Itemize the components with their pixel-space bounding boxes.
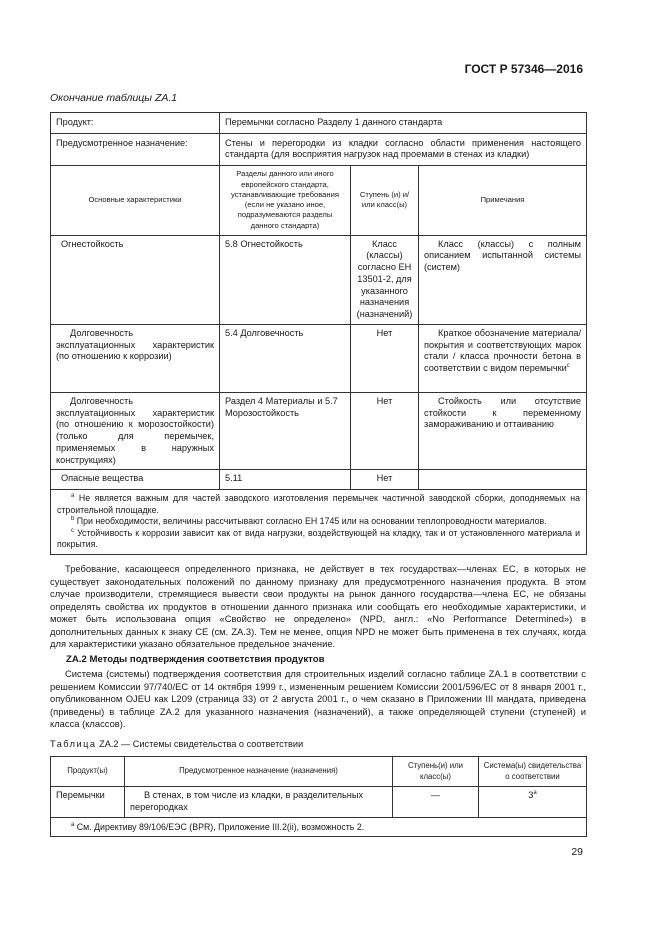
class-cell: Класс (классы) согласно ЕН 13501-2, для указанного назначения (назначений) bbox=[351, 235, 419, 324]
section-cell: 5.4 Долговечность bbox=[220, 324, 351, 392]
table-za2 bbox=[50, 756, 587, 837]
table-continuation-title: Окончание таблицы ZA.1 bbox=[50, 92, 178, 104]
characteristic-cell: Опасные вещества bbox=[51, 470, 220, 490]
class-cell: Нет bbox=[351, 392, 419, 470]
column-header: Разделы данного или иного европейского стандарта, устанавливающие требования (если не указано иное, подразумеваются разделы данного стандарта) bbox=[220, 165, 351, 235]
purpose-label: Предусмотренное назначение: bbox=[51, 133, 220, 165]
note-cell: Класс (классы) с полным описанием испытанной системы (систем) bbox=[419, 235, 587, 324]
section-cell: Раздел 4 Материалы и 5.7 Морозостойкость bbox=[220, 392, 351, 470]
section-cell: 5.11 bbox=[220, 470, 351, 490]
table-footnotes bbox=[51, 490, 587, 554]
table-za1 bbox=[50, 112, 587, 555]
column-header: Продукт(ы) bbox=[51, 757, 125, 787]
note-text: Краткое обозначение материала/покрытия и соответствующих марок стали / класса прочности бетона в соответствии с видом перемычки bbox=[424, 327, 582, 374]
class-cell: Нет bbox=[351, 470, 419, 490]
table-row bbox=[51, 392, 587, 470]
system-cell bbox=[479, 787, 587, 818]
footnote-text: См. Директиву 89/106/ЕЭС (BPR), Приложение III.2(ii), возможность 2. bbox=[76, 821, 365, 832]
characteristic-cell: Долговечность эксплуатационных характеристик (по отношению к морозостойкости) (только для перемычек, применяемых в наружных конструкциях) bbox=[51, 392, 220, 470]
product-label: Продукт: bbox=[51, 113, 220, 134]
footnote-text: Устойчивость к коррозии зависит как от вида нагрузки, воздействующей на кладку, так и от установленного материала и покрытия. bbox=[57, 527, 581, 550]
body-paragraph: Система (системы) подтверждения соответствия для строительных изделий согласно таблице ZA.1 в соответствии с решением Комиссии 97/740/EC от 14 октября 1999 г., измененным решением Комиссии 2001/596/EC от 8 января 2001 г., опубликованном OJEU как L209 (страница 33) от 2 августа 2001 г., о чем сказано в Приложении III мандата, приведена (приведены) в таблице ZA.2 для указанного назначения (назначений), а также определяющей ступени (ступеней) и класса (классов). bbox=[50, 668, 586, 729]
page-number: 29 bbox=[571, 846, 583, 858]
table-caption bbox=[50, 739, 303, 749]
system-superscript: a bbox=[533, 790, 537, 796]
footnote-mark: c bbox=[71, 527, 74, 534]
footnote-text: При необходимости, величины рассчитывают согласно ЕН 1745 или на основании теплопроводности материалов. bbox=[76, 516, 547, 527]
document-code: ГОСТ Р 57346—2016 bbox=[464, 62, 583, 76]
footnote bbox=[57, 493, 580, 516]
footnote-mark: b bbox=[71, 516, 75, 523]
column-header: Ступень (и) и/или класс(ы) bbox=[351, 165, 419, 235]
section-cell: 5.8 Огнестойкость bbox=[220, 235, 351, 324]
section-heading: ZA.2 Методы подтверждения соответствия продуктов bbox=[66, 654, 325, 665]
table-row bbox=[51, 470, 587, 490]
column-header: Ступень(и) или класс(ы) bbox=[393, 757, 479, 787]
table-caption-text: ZA.2 — Системы свидетельства о соответствии bbox=[99, 739, 304, 749]
table-caption-word: Таблица bbox=[50, 739, 97, 749]
table-row bbox=[51, 787, 587, 818]
table-footnote bbox=[51, 817, 587, 836]
purpose-value: Стены и перегородки из кладки согласно области применения настоящего стандарта (для восприятия нагрузок над проемами в стенах из кладки) bbox=[220, 133, 587, 165]
footnote bbox=[57, 516, 580, 527]
note-superscript: c bbox=[566, 363, 570, 370]
class-cell: Нет bbox=[351, 324, 419, 392]
note-cell bbox=[419, 470, 587, 490]
footnote-mark: a bbox=[71, 821, 75, 828]
characteristic-cell: Долговечность эксплуатационных характеристик (по отношению к коррозии) bbox=[51, 324, 220, 392]
system-value: 3 bbox=[528, 790, 534, 801]
body-paragraph: Требование, касающееся определенного признака, не действует в тех государствах—членах ЕС, в которых не существует законодательных положений по данному признаку для предусмотренного назначения продукта. В этом случае производители, стремящиеся вывести свои продукты на рынок данного государства—члена ЕС, не обязаны определять свойства их продуктов в отношении данного признака или сообщать его необходимые характеристики, и может быть использована опция «Свойство не определено» (NPD, англ.: «No Performance Determined») в дополнительных данных к знаку CE (см. ZA.3). Тем не менее, опция NPD не может быть применена в тех случаях, когда для характеристики указано обязательное предельное значение. bbox=[50, 563, 586, 649]
characteristic-cell: Огнестойкость bbox=[51, 235, 220, 324]
column-header: Система(ы) свидетельства о соответствии bbox=[479, 757, 587, 787]
column-header: Основные характеристики bbox=[51, 165, 220, 235]
footnote-mark: a bbox=[71, 493, 75, 500]
note-cell: Стойкость или отсутствие стойкости к переменному замораживанию и оттаиванию bbox=[419, 392, 587, 470]
footnote bbox=[57, 528, 580, 551]
column-header: Предусмотренное назначение (назначения) bbox=[125, 757, 393, 787]
column-header: Примечания bbox=[419, 165, 587, 235]
table-row bbox=[51, 235, 587, 324]
footnote-text: Не является важным для частей заводского изготовления перемычек частичной заводской сборки, доподняемых на строительной площадке. bbox=[57, 493, 581, 515]
note-cell bbox=[419, 324, 587, 392]
table-row bbox=[51, 324, 587, 392]
product-cell: Перемычки bbox=[51, 787, 125, 818]
purpose-cell: В стенах, в том числе из кладки, в разделительных перегородках bbox=[125, 787, 393, 818]
product-value: Перемычки согласно Разделу 1 данного стандарта bbox=[220, 113, 587, 134]
class-cell: — bbox=[393, 787, 479, 818]
